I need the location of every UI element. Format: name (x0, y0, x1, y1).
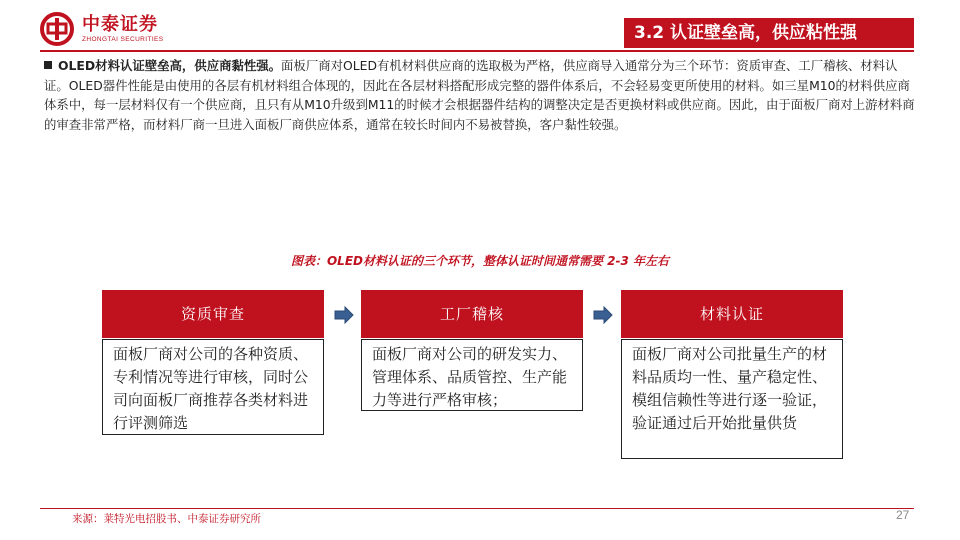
square-bullet-icon (44, 61, 52, 69)
right-arrow-icon (334, 306, 354, 324)
page-number: 27 (896, 508, 910, 522)
step-3-header: 材料认证 (621, 290, 843, 338)
right-arrow-icon (593, 306, 613, 324)
footer-divider (40, 508, 914, 509)
step-1-description: 面板厂商对公司的各种资质、专利情况等进行审核，同时公司向面板厂商推荐各类材料进行评测筛选 (102, 339, 324, 435)
brand-name-en: ZHONGTAI SECURITIES (82, 35, 164, 43)
paragraph-lead: OLED材料认证壁垒高，供应商黏性强。 (58, 58, 282, 73)
source-note: 来源：莱特光电招股书、中泰证券研究所 (72, 513, 261, 525)
body-paragraph (44, 56, 918, 134)
brand-name: 中泰证券 (82, 13, 158, 35)
step-2-header: 工厂稽核 (361, 290, 583, 338)
page-title: 3.2 认证壁垒高，供应粘性强 (624, 18, 914, 48)
step-1-header: 资质审查 (102, 290, 324, 338)
header-divider (40, 50, 914, 52)
figure-caption: 图表：OLED材料认证的三个环节，整体认证时间通常需要 2-3 年左右 (290, 254, 670, 268)
paragraph-text: 面板厂商对OLED有机材料供应商的选取极为严格，供应商导入通常分为三个环节：资质审查、工厂稽核、材料认证。OLED器件性能是由使用的各层有机材料组合体现的，因此在各层材料搭配形成完整的器件体系后，不会轻易变更所使用的材料。如三星M10的材料供应商体系中，每一层材料仅有一个供应商，且只有从M10升级到M11的时候才会根据器件结构的调整决定是否更换材料或供应商。因此，由于面板厂商对上游材料商的审查非常严格，而材料厂商一旦进入面板厂商供应体系，通常在较长时间内不易被替换，客户黏性较强。 (44, 58, 915, 132)
brand-logo (40, 12, 164, 46)
step-2-description: 面板厂商对公司的研发实力、管理体系、品质管控、生产能力等进行严格审核； (361, 339, 583, 411)
step-3-description: 面板厂商对公司批量生产的材料品质均一性、量产稳定性、模组信赖性等进行逐一验证，验证通过后开始批量供货 (621, 339, 843, 459)
zhongtai-logo-icon (40, 12, 74, 46)
